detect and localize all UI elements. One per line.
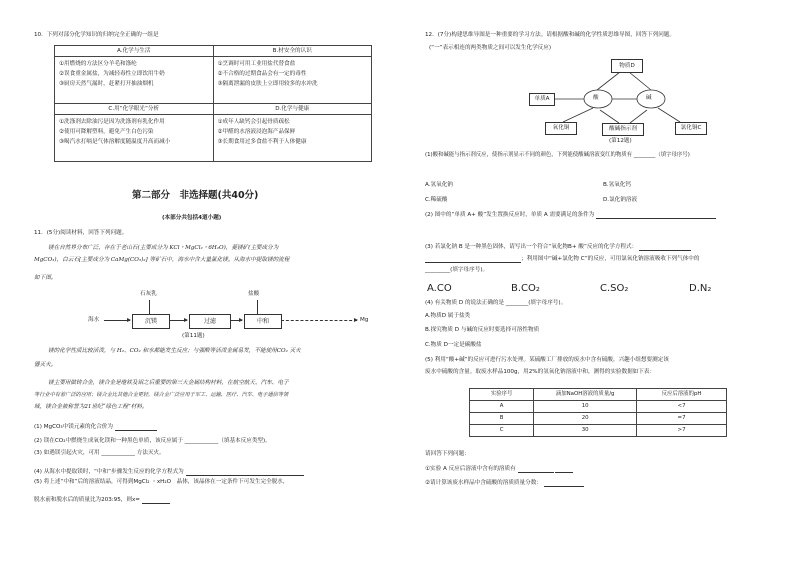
q12-s1-text: ①实验 A 反应后溶液中含有的溶质有	[425, 466, 516, 473]
q10-a3: ③厨房天然气漏时，赶紧打开抽油烟机	[59, 81, 154, 87]
flow-box-filter: 过滤	[189, 314, 231, 329]
table-cell: 20	[534, 413, 637, 425]
q11-sub5a: (5) 将上述“中和”后的溶液结晶，可得到MgCl₂ ・xH₂O 晶体，该晶体在一定条件下可发生完全脱水，	[34, 479, 289, 485]
q10-table	[54, 45, 372, 162]
q10-option-c-head: C.用“化学眼光”分析	[55, 104, 214, 115]
q12-sub4-opt-a: A.物质D 属于盐类	[425, 313, 471, 319]
q12-sub2-answer-blank[interactable]	[596, 212, 716, 219]
q10-b2: ②不合格的过期食品会有一定的毒性	[217, 71, 307, 77]
flow-box-neutralize: 中和	[244, 314, 282, 329]
table-header-trial: 实验序号	[470, 389, 534, 401]
q10-option-d-head: D.化学与健康	[213, 104, 372, 115]
q11-sub5b-text: 脱水前和脱水后的质量比为203:95，则x=	[34, 497, 140, 504]
q10-option-d-body	[213, 115, 372, 162]
table-cell: <7	[637, 401, 727, 413]
q10-option-a-head: A.化学与生活	[55, 46, 214, 57]
q10-b3: ③隔离泄漏的皮肤上立即用较多的水冲洗	[217, 81, 318, 87]
q10-c2: ②使用可降解塑料，避免产生白色污染	[59, 129, 154, 135]
flow-arrow-2	[169, 320, 187, 321]
table-cell: >7	[637, 425, 727, 437]
mind-map-caption: (第12题)	[609, 138, 632, 144]
q10-d1: ①成年人缺钙会引起骨质疏松	[217, 119, 290, 125]
table-cell: =7	[637, 413, 727, 425]
q11-sub1-answer-blank[interactable]	[115, 424, 157, 431]
table-cell: C	[470, 425, 534, 437]
q12-sub4-opt-b: B.探究物质 D 与碱的反应时要选择可溶性物质	[425, 327, 540, 333]
q12-sub3a-text: (3) 若氯化钠 B 是一种黑色固体，请写出一个符合“氧化物B+ 酸”反应的化学方程式：	[425, 244, 638, 251]
q12-s2-text: ②请计算该废水样品中含硫酸的溶质质量分数：	[425, 480, 542, 487]
flow-top-lime-milk: 石灰乳	[140, 291, 157, 297]
q12-sub4: (4) 有关物质 D 的说法正确的是 ________(填字母序号)。	[425, 300, 567, 306]
q12-sub3b-text: ；利用图中“碱+氯化物 C”的反应，可用氯氧化钠溶液吸收下列气体中的	[521, 256, 700, 263]
q12-sub2	[425, 212, 716, 219]
flow-start-seawater: 海水	[88, 317, 100, 323]
table-row	[470, 401, 727, 413]
q11-para3c: 域，镁合金被称誉为21世纪“绿色工程”材料。	[34, 404, 148, 410]
q10-c3: ③喝汽水打嗝是气体溶解度随温度升高而减小	[59, 139, 171, 145]
q12-s2-blank[interactable]	[544, 480, 584, 487]
q12-sub1: (1)酸和碱能与指示剂反应，使指示剂显示不同的颜色，下列能使酸碱溶液变红的物质有 ________（填字母序号)	[425, 152, 690, 158]
node-copper-oxide: 氧化铜	[545, 122, 577, 135]
q10-stem: 10．下列对部分化学知识的归纳完全正确的一组是	[34, 32, 159, 38]
q11-sub1	[34, 424, 157, 431]
flow-arrow-down-1	[149, 300, 150, 314]
q10-option-b-head: B.材安全的认识	[213, 46, 372, 57]
node-base-label: 碱	[646, 95, 652, 101]
q12-sub3c: _________(填字母序号)。	[425, 267, 489, 273]
q12-s1-blank-1[interactable]	[518, 466, 554, 473]
q11-sub5-answer-blank[interactable]	[142, 497, 170, 504]
q12-legend: (“一”表示相连的两类物质之间可以发生化学反应)	[429, 45, 552, 51]
q11-sub1-text: (1) MgCO₃中镁元素的化合价为	[34, 424, 113, 431]
table-cell: A	[470, 401, 534, 413]
q10-d3: ③长期食用过多食盐不利于人体健康	[217, 139, 307, 145]
table-cell: 10	[534, 401, 637, 413]
q12-sub3-equation-blank[interactable]	[639, 244, 691, 251]
q10-a1: ①用燃烧的方法区分羊毛和涤纶	[59, 61, 137, 67]
table-header-naoh-mass: 滴加NaOH溶液的质量/g	[534, 389, 637, 401]
q12-s1-blank-2[interactable]	[555, 466, 573, 473]
q12-sub5a: (5) 利用“酸+碱”的反应可进行污水处理。某硫酸工厂排放的废水中含有硫酸，兴趣小组想要测定该	[425, 357, 669, 363]
q12-opt-a: A.氢氧化钠	[425, 182, 453, 188]
table-cell: 30	[534, 425, 637, 437]
q10-c1: ①洗涤剂去除油污是因为洗涤剂有乳化作用	[59, 119, 165, 125]
q11-para1c: 如下图。	[34, 275, 57, 281]
q11-para1a: 镁在自然界分布广泛，存在于老山石(主要成分为 KCl・MgCl₂・6H₂O)，菱镁矿(主要成分为	[48, 245, 279, 251]
q11-para1b: MgCO₃)，白云石[主要成分为 CaMg(CO₃)₂] 等矿石中，海水中含大量氯化镁。从海水中提取镁的流程	[34, 257, 290, 263]
q11-sub4	[34, 469, 304, 476]
flow-arrow-down-2	[257, 300, 258, 314]
node-acid-label: 酸	[593, 95, 599, 101]
q10-d2: ②甲醛的水溶液浸泡海产品保鲜	[217, 129, 296, 135]
q10-option-c-body	[55, 115, 214, 162]
q12-formula-a: A.CO	[427, 283, 452, 294]
q11-sub2: (2) 镁在CO₂中燃烧生成氧化镁和一种黑色单质，该反应属于 ____________（填基本反应类型)。	[34, 438, 271, 444]
q12-sub3a	[425, 244, 691, 251]
flow-end-mg: Mg	[360, 317, 369, 323]
q10-b1: ①烹调时可用工业用盐代替食盐	[217, 61, 296, 67]
q11-sub4-answer-blank[interactable]	[186, 469, 304, 476]
flow-caption: (第11题)	[182, 333, 205, 339]
q11-para3a: 镁主要用做铸合金，镁合金是继铁及铝之后重要的第三大金属结构材料，在航空航天、汽车、电子	[48, 380, 289, 386]
q12-sub3-equation-blank-2[interactable]	[425, 256, 521, 263]
q10-a2: ②误食重金属盐，为减轻毒性立即饮用牛奶	[59, 71, 165, 77]
flow-arrow-3	[230, 320, 242, 321]
q12-opt-d: D.氯化钠溶液	[603, 197, 638, 203]
flow-top-hydrochloric-acid: 盐酸	[248, 291, 260, 297]
table-row	[470, 425, 727, 437]
q12-formula-b: B.CO₂	[511, 283, 540, 294]
node-copper-chloride: 氯化铜C	[675, 122, 707, 135]
mind-map-lines	[425, 0, 775, 150]
q12-formula-d: D.N₂	[689, 283, 712, 294]
flow-arrow-1	[104, 320, 130, 321]
node-indicator: 酸碱指示剂	[602, 123, 644, 136]
q12-formula-c: C.SO₂	[600, 283, 629, 294]
q12-s2	[425, 480, 584, 487]
table-row	[470, 413, 727, 425]
table-header-ph: 反应后溶液的pH	[637, 389, 727, 401]
part2-title: 第二部分 非选择题(共40分)	[132, 190, 259, 201]
q12-sub2-text: (2) 图中的“单质 A+ 酸”发生置换反应时，单质 A 需要满足的条件为	[425, 212, 595, 219]
q12-sub3b	[425, 256, 700, 263]
part2-note: (本部分共包括4道小题)	[162, 215, 222, 221]
table-cell: B	[470, 413, 534, 425]
q12-s1	[425, 466, 573, 473]
q11-para2a: 镁的化学性质比较活泼，与 H₂、CO₂ 和水都能发生反应；与强酸等活泼金属易发，不能使用CO₂ 灭火	[48, 348, 301, 354]
q11-sub3: (3) 如遇镁引起火灾，可用 ____________ 方法灭火。	[34, 450, 165, 456]
q12-opt-b: B.氢氧化钙	[603, 182, 631, 188]
q12-opt-c: C.稀硫酸	[425, 197, 448, 203]
q12-data-table	[469, 388, 727, 437]
q11-para2b: 器灭火。	[34, 362, 57, 368]
q10-option-a-body	[55, 57, 214, 104]
flow-arrow-dashed	[281, 320, 357, 321]
q12-sub4-opt-c: C.物质 D一定是碳酸盐	[425, 342, 482, 348]
node-metal-a: 单质A	[529, 93, 555, 106]
q11-sub5b	[34, 497, 170, 504]
flow-box-precipitate: 沉镁	[132, 314, 170, 329]
q12-after: 请回答下列问题：	[425, 451, 470, 457]
q11-stem: 11．(5分)阅读材料，回答下列问题。	[34, 230, 128, 236]
q12-stem: 12．(7分)构建思维导图是一种重要的学习方法。请根据酸和碱的化学性质思维导图，回答下列问题。	[425, 32, 675, 38]
node-material-d: 物质D	[611, 59, 643, 73]
q10-option-b-body	[213, 57, 372, 104]
q12-sub5b: 废水中硫酸的含量。取废水样品100g，用2%的氢氧化钠溶液中和，测得的实验数据如下表：	[425, 369, 656, 375]
q11-para3b: 等行业中有着广泛的应用；镁合金比其他合金更轻，镁合金广泛应用于军工、运输、医疗、汽车、电子通信等领	[34, 392, 289, 398]
q11-sub4-text: (4) 从海水中提取镁时，“中和”步骤发生反应的化学方程式为	[34, 469, 184, 476]
